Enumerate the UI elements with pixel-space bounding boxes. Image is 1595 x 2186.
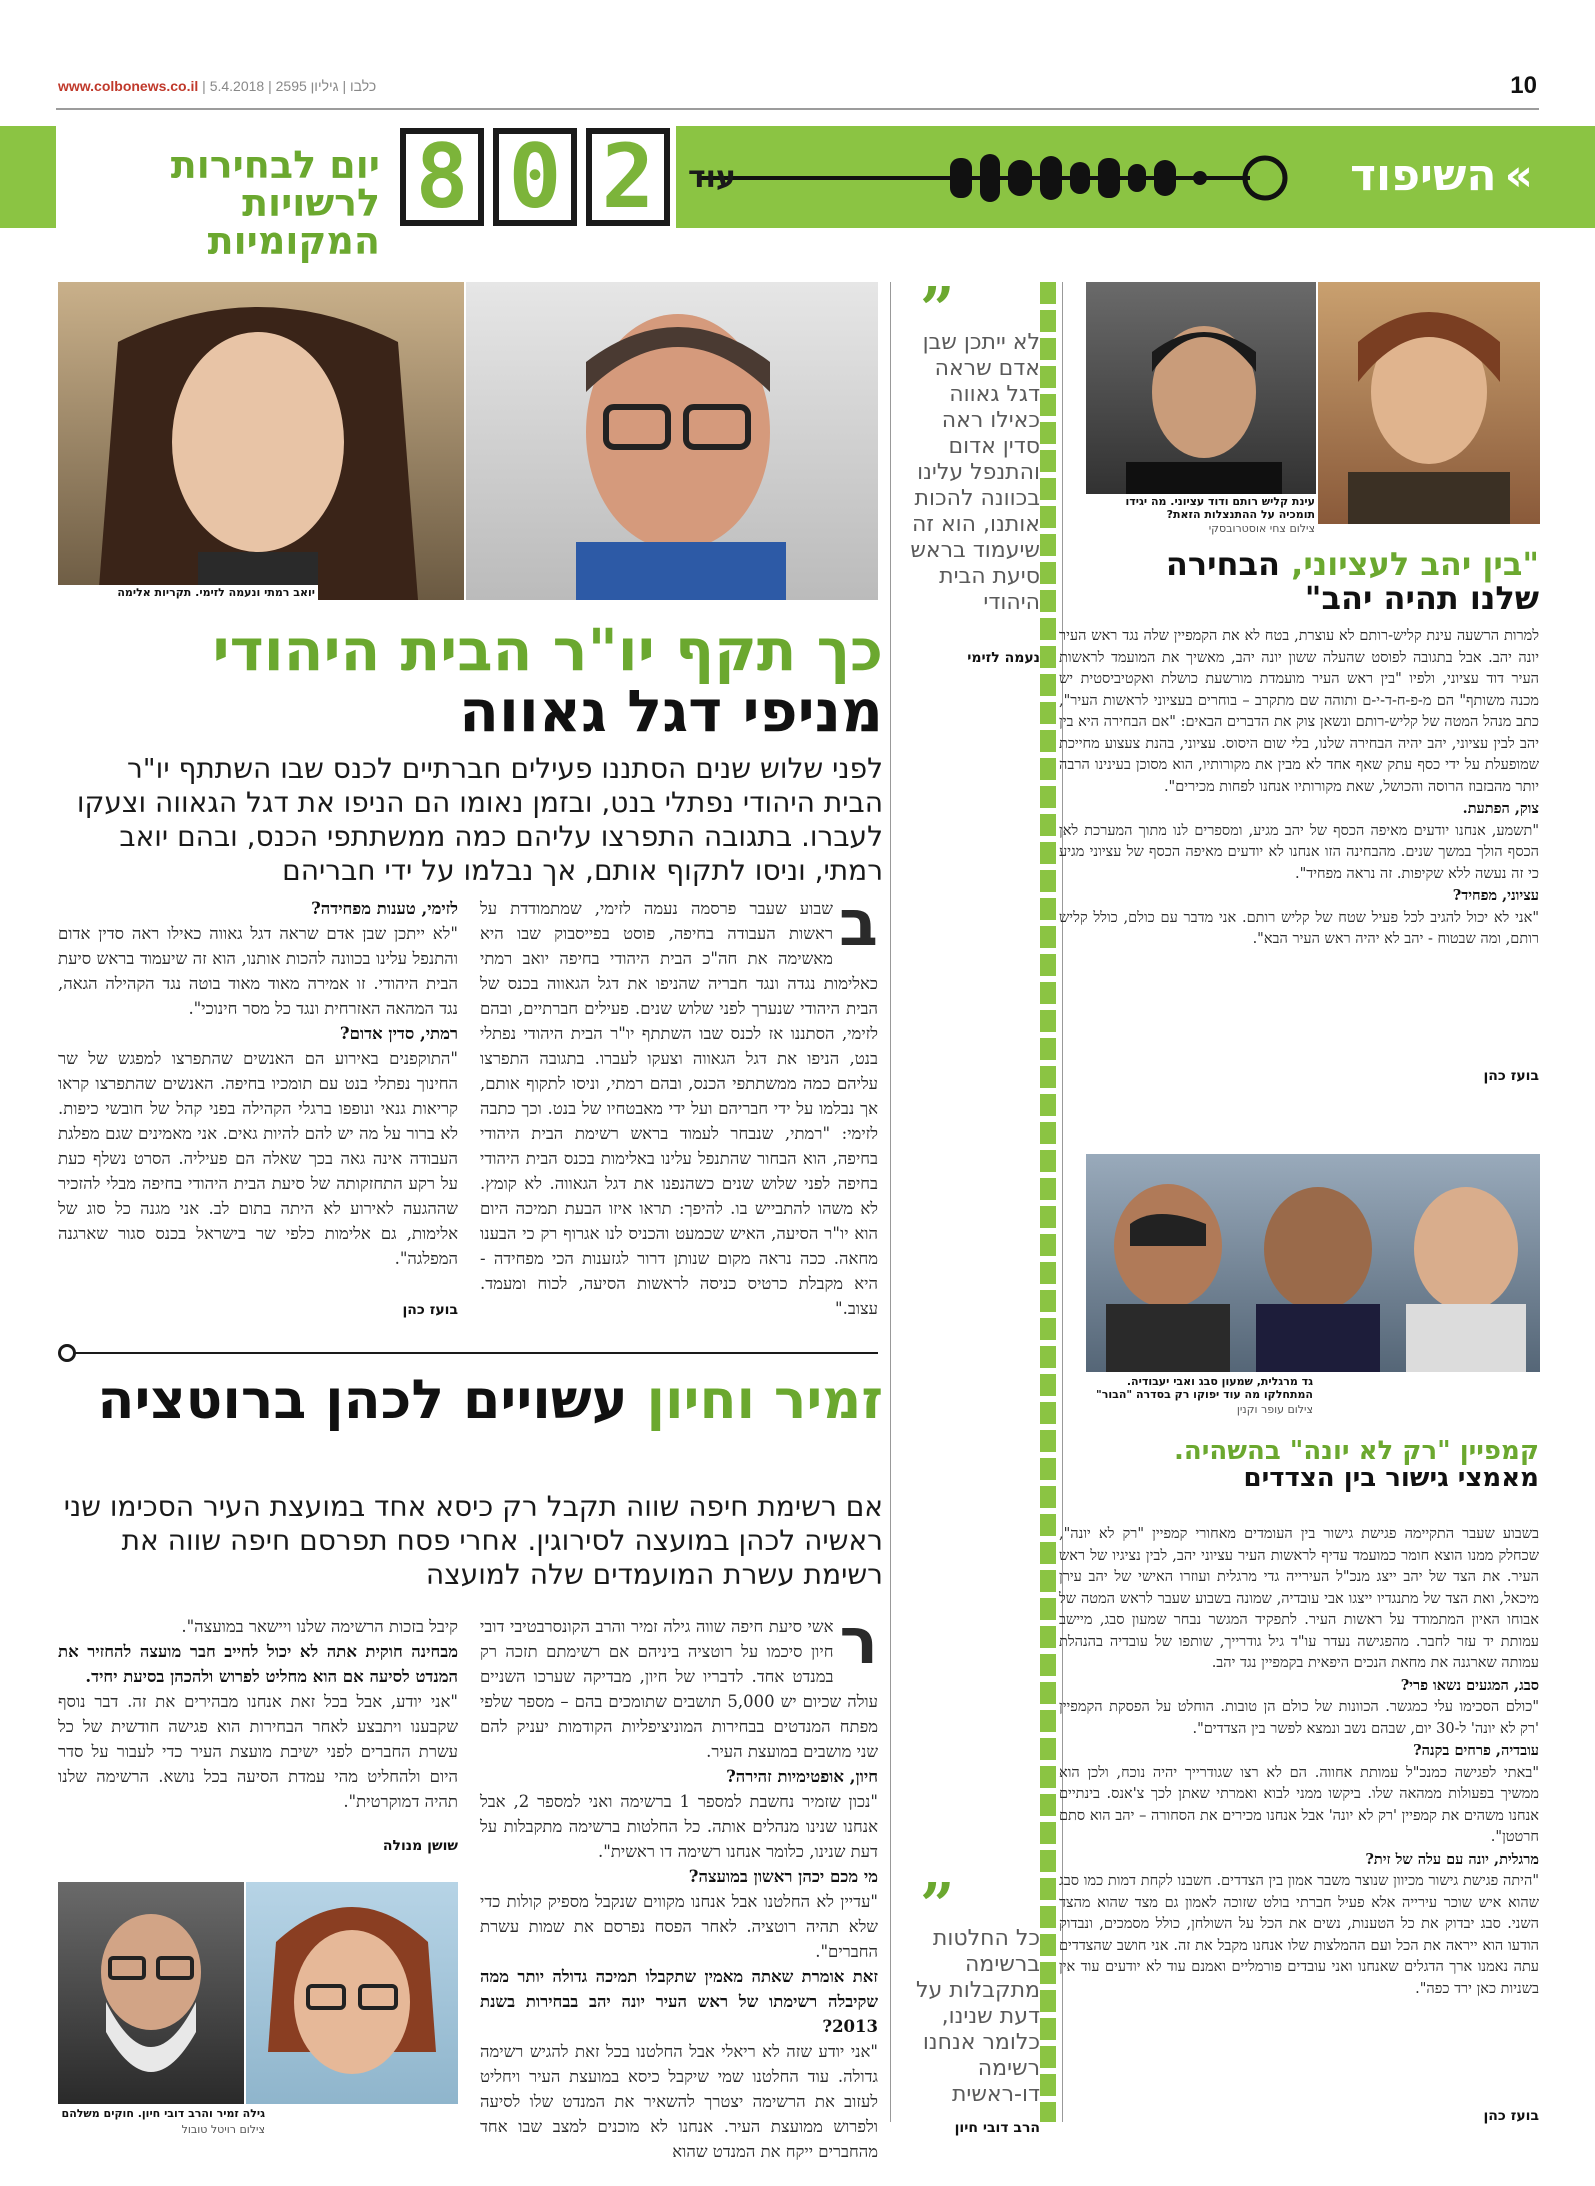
double-chevron-icon: » [1504, 150, 1533, 201]
divider-ring-icon [58, 1344, 76, 1362]
side1-headline-green: "בין יהב לעציוני, [1291, 545, 1539, 583]
header-rule [56, 108, 1539, 110]
second-col-2 [58, 1614, 458, 1814]
second-question-2: מי מכם יכהן ראשון במועצה? [688, 1867, 878, 1886]
pull-quote-source: נעמה לזימי [967, 650, 1040, 666]
second-answer-3: "אני יודע שזה לא ריאלי אבל החלטנו בכל זאת להגיש רשימה גדולה. עוד החלטנו שמי שיקבל כיסא במועצת העיר ויחליט לעזוב את הרשימה יצטרך להשאיר את המנדט שלו לסיעה ולפרוש ממועצת העיר. אנחנו לא מוכנים למצב שבו אחד מהחברים ייקח את המנדט שהוא [480, 2042, 878, 2161]
side1-answer-1: "תשמע, אנחנו יודעים מאיפה הכסף של יהב מגיע, ומספרים לנו מתוך המערכת לאן הכסף הולך במשך שנים. מהבחינה הזו אנחנו לא יודעים מאיפה הכסף של עציוני מגיע כי זה נעשה ללא שקיפות. זה נראה מפחיד". [1059, 822, 1539, 882]
section-divider [70, 1352, 878, 1354]
side1-question-2: עציוני, מפחיד? [1452, 887, 1539, 904]
side2-answer-3: "היתה פגישת גישור מכיוון שנוצר משבר אמון בין הצדדים. חשבנו לקחת דמות כמו סבג שהוא איש שוכר עירייה אלא פעיל חברתי בולט שזוכה לאמון גם מצד שהוא מהצד השני. סבג יבדוק את כל הטענות, נשים את הכל על השולחן, כולל מסמכים, ונבדוק הודעו הוא ייראה את הכל ועם ההמלצות שלו אנחנו מקבל את זה. אני חושב שהצדדים עתה נאמנו ארך הדגלים שאנחנו ואני עובדים פורמליים ואמנם עוד לא יודעים עוד אין בשניות כאן ירד כפה". [1059, 1873, 1539, 1997]
second-answer-1: "נכון שזמיר נחשבת למספר 1 ברשימה ואני למספר 2, אבל אנחנו שנינו מנהלים אותה. כל החלטות ברשימה מתקבלות על דעת שנינו, כלומר אנחנו רשימה דו ראשית". [480, 1792, 878, 1861]
second-question-3: זאת אומרת שאתה מאמין שתקבלו תמיכה גדולה יותר ממה שקיבלה רשימתו של ראש העיר יונה יהב בבחירות בשנת 2013? [480, 1967, 878, 2036]
second-headline-green: זמיר וחיון [646, 1368, 883, 1431]
photo-credit-2: צילום עופר וקנין [1086, 1402, 1316, 1417]
second-answer-0: קיבל בזכות הרשימה שלנו ויישאר במועצה". [181, 1617, 458, 1636]
countdown-digit-1: 2 [586, 128, 670, 226]
second-photo-credit: צילום רויטל טובול [58, 2122, 268, 2137]
photo-caption-2: גד מרגלית, שמעון סבג ואבי יעבודיה. המתחלקו מה עוד יפוקו רק בסדרה "הבור" [1086, 1374, 1316, 1402]
side2-headline-green: קמפיין "רק לא יונה" בהשהיה. [1174, 1436, 1539, 1466]
photo-caption: עינת קליש רותם ודוד עציוני. מה יגידו תומכיה על ההתנצלות הזאת? [1086, 494, 1318, 522]
countdown-label-line2: לרשויות המקומיות [207, 181, 380, 263]
side1-headline [1059, 545, 1539, 617]
photo-david-etzioni [1086, 282, 1316, 524]
pull-quote-2: כל החלטות ברשימה מתקבלות על דעת שנינו, כלומר אנחנו רשימה דו-ראשית [916, 1926, 1040, 2107]
side1-headline-inline: הבחירה [1165, 545, 1281, 583]
second-col1-text: אשי סיעת חיפה שווה גילה זמיר והרב הקונסרבטיבי דובי חיון סיכמו על רוטציה ביניהם אם רשימתם תזכה רק במנדט אחד. לדבריו של חיון, מבדיקה שערכו השניים עולה שכיום יש 5,000 תושבים שתומכים בהם – מספר שלפי מפתח המנדטים בבחירות המוניציפליות הקודמות יעניק להם שני מושבים במועצת העיר. [480, 1617, 878, 1761]
second-headline [63, 1368, 883, 1431]
second-col-1 [480, 1605, 878, 2164]
photo-naama-lazimi [58, 282, 464, 600]
pull-quote-source-2: הרב דובי חיון [954, 2120, 1040, 2136]
second-question-4: מבחינה חוקית אתה לא יכול לחייב חבר מועצה להחזיר את המנדט לסיעה אם הוא מחליט לפרוש ולהכהן בסיעת יחיד. [58, 1642, 458, 1686]
countdown-prefix: עוד [688, 160, 736, 195]
side2-headline [1059, 1438, 1539, 1493]
countdown-digit-3: 8 [400, 128, 484, 226]
site-url[interactable]: www.colbonews.co.il [58, 78, 199, 94]
photo-yoav-ramati [466, 282, 878, 600]
second-headline-black: עשויים לכהן ברוטציה [97, 1368, 628, 1431]
photo-margalit-sabag-ovadia [1086, 1154, 1540, 1372]
main-col-2 [58, 896, 458, 1271]
quote-mark-icon: ” [920, 275, 955, 345]
side1-body [1059, 626, 1539, 951]
second-dek: אם רשימת חיפה שווה תקבל רק כיסא אחד במועצת העיר הסכימו שני ראשיה לכהן במועצה לסירוגין. אחרי פסח תפרסם חיפה שווה את רשימת עשרת המועמדים שלה למועצה [63, 1490, 883, 1591]
second-photo-caption: גילה זמיר והרב דובי חיון. חוקים משלהם [58, 2106, 268, 2121]
main-headline-green: כך תקף יו"ר הבית היהודי [212, 616, 883, 684]
countdown-label-line1: יום לבחירות [170, 143, 380, 187]
pull-quote: לא ייתכן שבן אדם שראה דגל גאווה כאילו ראה סדין אדום והתנפל עלינו בכוונה להכות אותנו, הוא זה שיעמוד בראש סיעת הבית היהודי [910, 330, 1040, 615]
second-answer-2: "עדיין לא החלטנו אבל אנחנו מקווים שנקבל מספיק קולות כדי שלא תהיה רוטציה. לאחר הפסח נפרסם את שמות עשרת החברים". [480, 1892, 878, 1961]
main-headline [63, 616, 883, 745]
side2-byline: בועז כהן [1483, 2108, 1539, 2124]
section-brand [1350, 150, 1533, 201]
side1-byline: בועז כהן [1483, 1068, 1539, 1084]
side2-lead: בשבוע שעבר התקיימה פגישת גישור בין העומדים מאחורי קמפיין "רק לא יונה", שכחלק ממנו הוצא חומר כמועמד עדיף לראשות העיר עציוני יהב, לבין נציגיו של ראש העיר. את הצד של יהב ייצג מנכ"ל העירייה גדי מרגלית ועוזרו האישי של יהב עירן מיכאל, ואת הצד של מתנגדיו ייצגו אבי עובדיה, שמונה בשבוע שעבר לראש המטה של אבוחו האיון המתמודד על ראשות העיר. לתפקיד המגשר נבחר שמעון סבג, מיישב עמותת יד עזר לחבר. מהפגישה נעדר עו"ד גיל גודרייך, שותפו של עובדיה בהנהלת עמותה שארגנה את מחאת הנכים היפאית בקמפיין נגד יהב. [1059, 1526, 1539, 1671]
photo-dubi-hayun [58, 1882, 244, 2104]
side1-lead: למרות הרשעה עינת קליש-רותם לא עוצרת, בטח לא את הקמפיין שלה נגד ראש העיר יונה יהב. אבל בתגובה לפוסט שהעלה ששון יונה יהב, מאשיך את המועמד לראשות העיר דוד עציוני, ולפיו "בין ראש העיר מועמדת מורשעת כושלת ואקטיביסטית יש מכנה משותף" הם מ-פ-ח-ד-י-ם ותוהה שם מתקרב – בוחרים בעציוני לראשות העיר", כתב מנהל המטה של קליש-רותם ונשאן צוק את הדברים הבאים: "אם הבחירה היא בין יהב לבין עציוני, יהב יהיה הבחירה שלנו, בלי שום היסוס. עציוני, בהנת צעצוע מחייכת שמופעלת על ידי כסף עתק שאף אחד לא מבין את מקורותיו, הוא מסוכן בעינינו הרבה יותר מהבזבוז הרוסה והכושל, שאת מקורותיו אנחנו לפחות מכירים". [1059, 628, 1539, 795]
side2-headline-black: מאמצי גישור בין הצדדים [1243, 1463, 1539, 1494]
dropcap: ב [838, 887, 878, 961]
countdown-digit-2: 0 [493, 128, 577, 226]
countdown-label [90, 143, 380, 263]
side1-question-1: צוק, הפתעת. [1462, 800, 1539, 817]
main-photo-caption: יואב רמתי ונעמה לזימי. תקריות אלימה [58, 585, 318, 600]
side1-answer-2: "אני לא יכול להגיב לכל פעיל שטח של קליש רותם. אני מדבר עם כולם, כולל קליש רותם, ומה שבטוח - יהב לא יהיה ראש העיר הבא". [1059, 909, 1539, 947]
sidebar-stripe [1040, 282, 1056, 2122]
page-number: 10 [1510, 72, 1537, 99]
dropcap-2: ר [839, 1605, 878, 1679]
side2-question-3: מרגלית, יונה עם עלה של זית? [1365, 1850, 1539, 1868]
side2-answer-2: "באתי לפגישה כמנכ"ל עמותת אחווה. הם לא רצו שגודרייך יהיה נוכח, ולכן הוא ממשיך בפעולות ממהאה שלו. ביקשו ממני לבוא ואמרתי שאתן לכך צ'אנס. בינתיים אנחנו משהים את קמפיין 'רק לא יונה' אבל אנחנו מכירים את הסחורה – יהב הוא סתם חרטטן". [1059, 1764, 1539, 1845]
main-question-1: לזימי, טענות מפחידה? [311, 899, 458, 918]
main-headline-black: מניפי דגל גאווה [459, 676, 883, 745]
main-col1-text: שבוע שעבר פרסמה נעמה לזימי, שמתמודדת על ראשות העבודה בחיפה, פוסט בפייסבוק שבו היא מאשימה את חה"כ הבית היהודי בחיפה יואב רמתי כאלימות נגדה ונגד חבריה שהניפו את דגל הגאווה בכנס של הבית היהודי שנערך לפני שלוש שנים. פעילים חברתיים, ובהם לזימי, הסתננו אז לכנס שבו השתתף יו"ר הבית היהודי נפתלי בנט, הניפו את דגל הגאווה וצעקו לעברו. בתגובה התפרצו עליהם כמה ממשתתפי הכנס, ובהם רמתי, וניסו לתקוף אותם, אך נבלמו על ידי חבריהם ועל ידי מאבטחיו של בנט. וכך כתבה לזימי: "רמתי, שנבחר לעמוד בראש רשימת הבית היהודי בחיפה, הוא הבחור שהתנפל עלינו באלימות בכנס הבית היהודי בחיפה לפני שלוש שנים כשהנפנו את דגל הגאווה. לא קומץ. לא משהו להתבייש בו. להיפך: תראו איזו הבעת תמיכה היום הוא יו"ר הסיעה, האיש שכמעט והכניס לנו אגרוף רק כי הבענו מחאה. ככה נראה מקום שנותן דרור לגזענות הכי מפחידה - היא מקבלת כרטיס כניסה לראשות הסיעה, לכוח ומעמד. עצוב." [480, 899, 878, 1318]
side2-answer-1: "כולם הסכימו עלי כמגשר. הכוונות של כולם הן טובות. הוחלט על הפסקת הקמפיין 'רק לא יונה' ל-30 יום, שבהם נשב ונמצא לפשר בין הצדדים". [1059, 1699, 1539, 1737]
photo-gila-zamir [246, 1882, 458, 2104]
side2-body [1059, 1524, 1539, 2000]
side1-headline-line2: שלנו תהיה יהב" [1304, 578, 1539, 617]
main-col-1 [480, 887, 878, 1321]
main-byline: בועז כהן [402, 1302, 458, 1318]
section-title: השיפוד [1350, 150, 1497, 201]
side2-question-2: עובדיה, פרחים בקנה? [1413, 1742, 1539, 1759]
quote-rule [890, 282, 891, 2122]
issue-info: | כלבו | גיליון 2595 | 5.4.2018 [202, 78, 377, 94]
second-question-1: חיון, אופטימיות זהירה? [726, 1767, 878, 1786]
main-answer-2: "התוקפנים באירוע הם האנשים שהתפרצו למפגש של שר החינוך נפתלי בנט עם תומכיו בחיפה. האנשים שהתפרצו קראו קריאות גנאי ונופפו ברגלי הקהילה בפני קהל של חובשי כיפות. לא ברור על מה יש להם להיות גאים. אני מאמינים שגם מפלגת העבודה אינה גאה בכך שאלה הם פעיליה. הסרט נשלף כעת על רקע התחזקותה של סיעת הבית היהודי בחיפה מבלי להזכיר שההגעה לאירוע לא היתה בתום לב. אני מגנה כל סוג של אלימות, גם אלימות כלפי שר בישראל בכנס סגור שארגנה המפלגה". [58, 1049, 458, 1268]
quote-mark-icon-2: ” [920, 1871, 955, 1941]
main-question-2: רמתי, סדין אדום? [339, 1024, 458, 1043]
main-answer-1: "לא ייתכן שבן אדם שראה דגל גאווה כאילו ראה סדין אדום והתנפל עלינו בכוונה להכות אותנו, הוא זה שיעמוד בראש סיעת הבית היהודי. זו אמירה מאוד מאוד בוטה נגד הקהילה הגאה, נגד המהאה האזרחית ונגד כל מסר חינוכי". [58, 924, 458, 1018]
photo-einat-kalisch [1318, 282, 1540, 524]
publication-meta [58, 78, 376, 94]
main-dek: לפני שלוש שנים הסתננו פעילים חברתיים לכנס שבו השתתף יו"ר הבית היהודי נפתלי בנט, ובזמן נאומו הם הניפו את דגל הגאווה וצעקו לעברו. בתגובה התפרצו עליהם כמה ממשתתפי הכנס, ובהם יואב רמתי, וניסו לתקוף אותם, אך נבלמו על ידי חבריהם [76, 752, 883, 887]
skewer-icon [690, 148, 1290, 208]
side2-question-1: סבג, המגעים נשאו פרי? [1400, 1676, 1539, 1694]
second-byline: שושן מנולה [382, 1838, 458, 1854]
photo-credit: צילום צחי אוסטרובסקי [1086, 521, 1318, 536]
second-answer-4: "אני יודע, אבל בכל זאת אנחנו מבהירים את זה. דבר נוסף שקבענו ויתבצע לאחר הבחירות הוא פגישה חודשית של כל עשרת החברים לפני ישיבת מועצת העיר כדי לעבור על סדר היום ולהחליט מהי עמדת הסיעה בכל נושא. הרשימה שלנו תהיה דמוקרטית". [58, 1692, 458, 1811]
